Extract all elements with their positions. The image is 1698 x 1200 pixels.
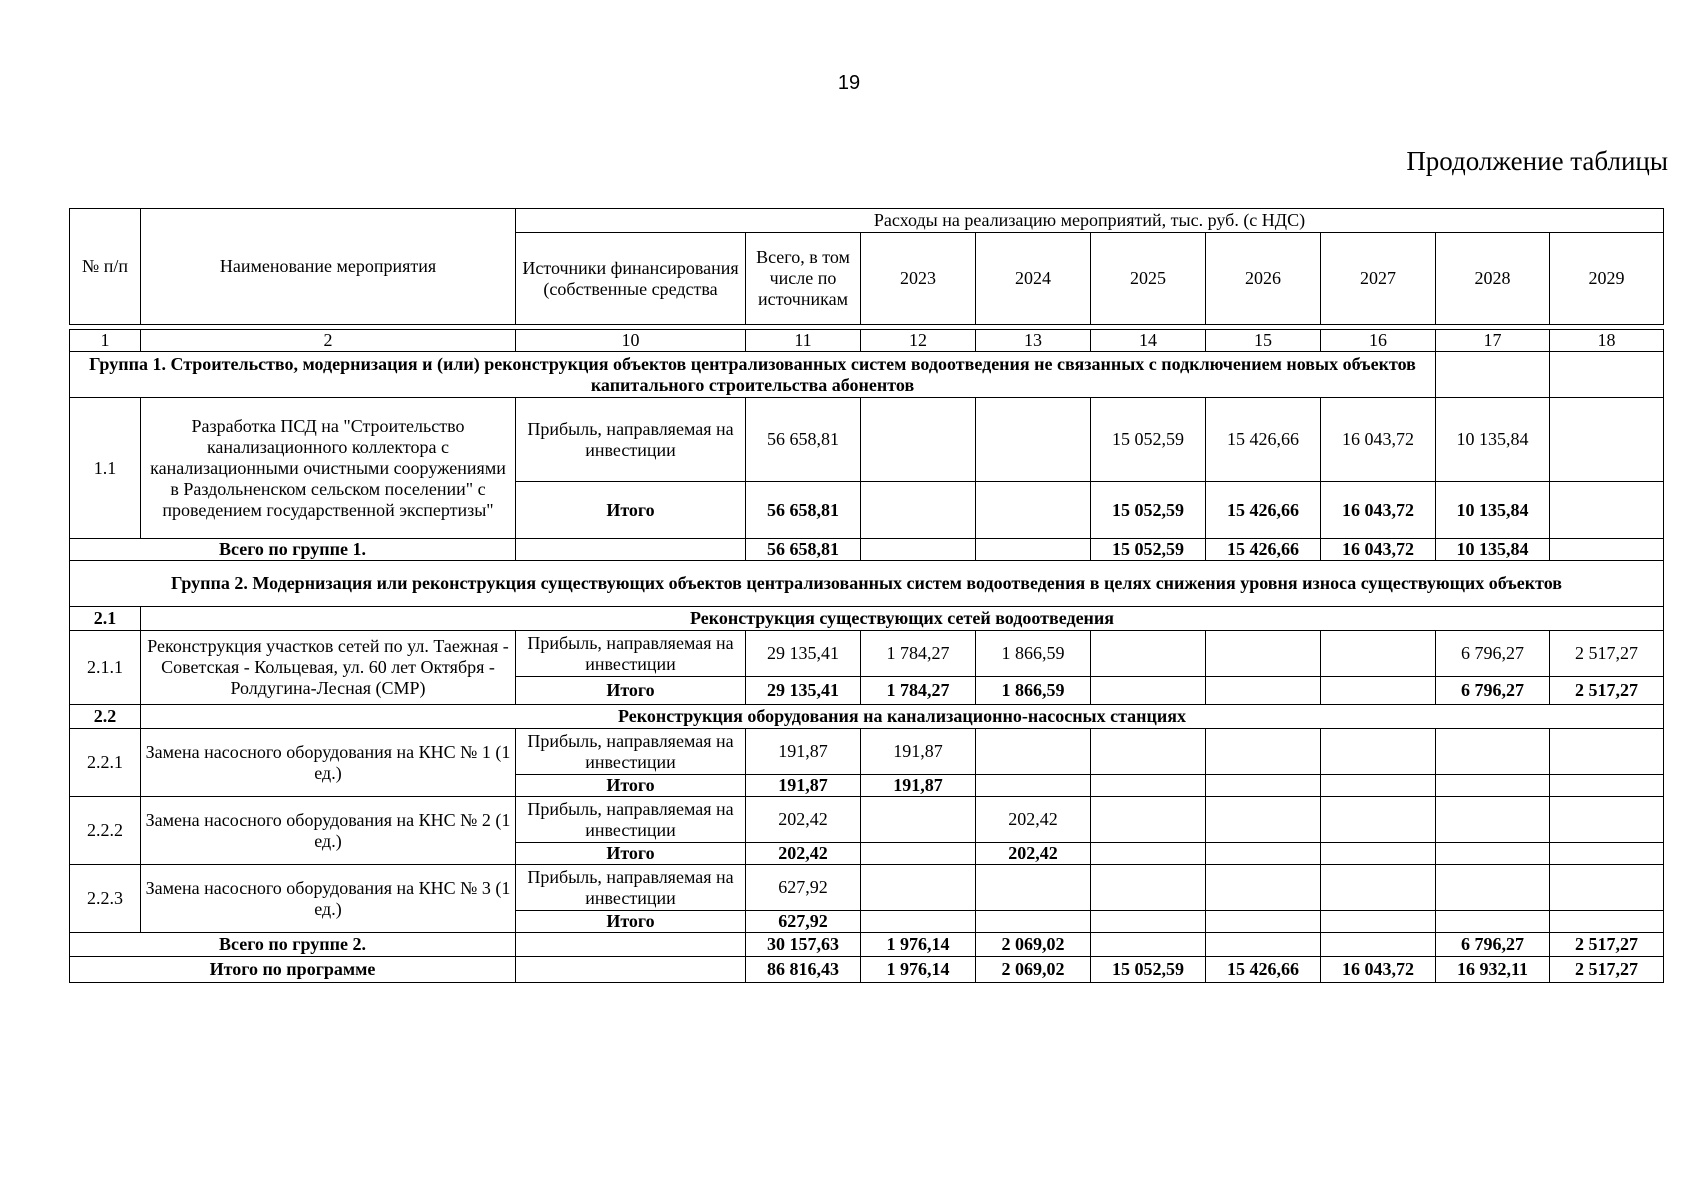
- value-cell: 56 658,81: [746, 398, 861, 482]
- value-cell: [1550, 729, 1664, 775]
- group-1-sum-row: [70, 539, 1664, 561]
- sum-cell: 6 796,27: [1436, 933, 1550, 957]
- value-cell: 627,92: [746, 865, 861, 911]
- value-cell: [1436, 797, 1550, 843]
- total-cell: 56 658,81: [746, 482, 861, 539]
- sum-cell: [861, 539, 976, 561]
- value-cell: 10 135,84: [1436, 398, 1550, 482]
- total-label: Итого: [516, 775, 746, 797]
- col-number: 18: [1550, 330, 1664, 352]
- value-cell: 191,87: [746, 729, 861, 775]
- value-cell: [1436, 729, 1550, 775]
- col-number: 16: [1321, 330, 1436, 352]
- group-2-title-row: [70, 561, 1664, 607]
- value-cell: [861, 797, 976, 843]
- value-cell: 29 135,41: [746, 631, 861, 677]
- col-number: 14: [1091, 330, 1206, 352]
- total-cell: [1206, 775, 1321, 797]
- total-cell: [1436, 911, 1550, 933]
- funding-source: Прибыль, направляемая на инвестиции: [516, 398, 746, 482]
- value-cell: [1091, 797, 1206, 843]
- group-2-sum-label: Всего по группе 2.: [70, 933, 516, 957]
- value-cell: [1321, 729, 1436, 775]
- value-cell: [1321, 797, 1436, 843]
- value-cell: [976, 865, 1091, 911]
- funding-source: Прибыль, направляемая на инвестиции: [516, 631, 746, 677]
- col-number: 1: [70, 330, 141, 352]
- value-cell: 202,42: [976, 797, 1091, 843]
- group-1-sum-label: Всего по группе 1.: [70, 539, 516, 561]
- value-cell: 15 426,66: [1206, 398, 1321, 482]
- continuation-label: Продолжение таблицы: [1406, 146, 1668, 176]
- total-cell: [1321, 677, 1436, 705]
- subgroup-2-1-row: [70, 607, 1664, 631]
- item-name: Разработка ПСД на "Строительство канализационного коллектора с канализационными очистными сооружениями в Раздольненском сельском поселении" с проведением государственной экспертизы": [141, 398, 516, 539]
- sum-cell: [1206, 933, 1321, 957]
- sum-cell: 10 135,84: [1436, 539, 1550, 561]
- value-cell: [1550, 865, 1664, 911]
- total-cell: [1206, 911, 1321, 933]
- value-cell: 6 796,27: [1436, 631, 1550, 677]
- total-cell: [1550, 482, 1664, 539]
- value-cell: [1321, 865, 1436, 911]
- item-number: 2.2.2: [70, 797, 141, 865]
- total-cell: 1 866,59: [976, 677, 1091, 705]
- total-cell: [1436, 775, 1550, 797]
- col-number: 17: [1436, 330, 1550, 352]
- header-expenses: Расходы на реализацию мероприятий, тыс. руб. (с НДС): [516, 209, 1664, 233]
- program-total-cell: 1 976,14: [861, 957, 976, 983]
- header-year: 2024: [976, 233, 1091, 325]
- total-cell: [1321, 911, 1436, 933]
- item-number: 2.2.1: [70, 729, 141, 797]
- total-cell: 627,92: [746, 911, 861, 933]
- empty-cell: [1436, 352, 1550, 398]
- item-2-2-1-row: [70, 729, 1664, 775]
- sum-cell: 30 157,63: [746, 933, 861, 957]
- item-number: 2.1.1: [70, 631, 141, 705]
- sum-cell: [976, 539, 1091, 561]
- program-total-cell: 86 816,43: [746, 957, 861, 983]
- sum-cell: 56 658,81: [746, 539, 861, 561]
- value-cell: [1091, 729, 1206, 775]
- sum-cell: 16 043,72: [1321, 539, 1436, 561]
- total-label: Итого: [516, 482, 746, 539]
- program-total-cell: 2 069,02: [976, 957, 1091, 983]
- item-2-2-3-row: [70, 865, 1664, 911]
- subgroup-2-2-row: [70, 705, 1664, 729]
- header-year: 2028: [1436, 233, 1550, 325]
- item-name: Замена насосного оборудования на КНС № 2 (1 ед.): [141, 797, 516, 865]
- total-cell: 202,42: [746, 843, 861, 865]
- total-cell: 15 426,66: [1206, 482, 1321, 539]
- sum-cell: [1321, 933, 1436, 957]
- total-cell: [1321, 843, 1436, 865]
- value-cell: 16 043,72: [1321, 398, 1436, 482]
- total-cell: [1436, 843, 1550, 865]
- total-cell: 202,42: [976, 843, 1091, 865]
- total-cell: [1091, 911, 1206, 933]
- group-1-title: Группа 1. Строительство, модернизация и (или) реконструкция объектов централизованных систем водоотведения не связанных с подключением новых объектов капитального строительства абонентов: [70, 352, 1436, 398]
- total-label: Итого: [516, 911, 746, 933]
- group-1-title-row: [70, 352, 1664, 398]
- value-cell: 1 866,59: [976, 631, 1091, 677]
- total-cell: 10 135,84: [1436, 482, 1550, 539]
- value-cell: [1436, 865, 1550, 911]
- group-2-sum-row: [70, 933, 1664, 957]
- sum-cell: 15 426,66: [1206, 539, 1321, 561]
- item-name: Замена насосного оборудования на КНС № 1 (1 ед.): [141, 729, 516, 797]
- total-cell: [976, 482, 1091, 539]
- total-cell: 191,87: [746, 775, 861, 797]
- funding-source: Прибыль, направляемая на инвестиции: [516, 865, 746, 911]
- col-number: 13: [976, 330, 1091, 352]
- col-number: 10: [516, 330, 746, 352]
- total-cell: 16 043,72: [1321, 482, 1436, 539]
- item-name: Замена насосного оборудования на КНС № 3 (1 ед.): [141, 865, 516, 933]
- item-1-1-row: [70, 398, 1664, 482]
- total-label: Итого: [516, 677, 746, 705]
- total-cell: [1550, 775, 1664, 797]
- value-cell: [861, 865, 976, 911]
- item-2-1-1-row: [70, 631, 1664, 677]
- value-cell: [1091, 865, 1206, 911]
- total-cell: 15 052,59: [1091, 482, 1206, 539]
- header-year: 2023: [861, 233, 976, 325]
- total-cell: [1550, 843, 1664, 865]
- header-sources: Источники финансирования (собственные средства: [516, 233, 746, 325]
- total-cell: 191,87: [861, 775, 976, 797]
- subgroup-title: Реконструкция существующих сетей водоотведения: [141, 607, 1664, 631]
- header-year: 2026: [1206, 233, 1321, 325]
- total-cell: [1091, 677, 1206, 705]
- header-total: Всего, в том числе по источникам: [746, 233, 861, 325]
- sum-cell: [1550, 539, 1664, 561]
- program-total-cell: 16 043,72: [1321, 957, 1436, 983]
- col-number: 12: [861, 330, 976, 352]
- subgroup-number: 2.1: [70, 607, 141, 631]
- program-total-cell: 16 932,11: [1436, 957, 1550, 983]
- value-cell: 1 784,27: [861, 631, 976, 677]
- header-row-1: [70, 209, 1664, 233]
- sum-cell: 1 976,14: [861, 933, 976, 957]
- total-cell: 6 796,27: [1436, 677, 1550, 705]
- program-total-cell: 15 052,59: [1091, 957, 1206, 983]
- total-cell: [1206, 677, 1321, 705]
- total-cell: [861, 911, 976, 933]
- column-number-row: [70, 330, 1664, 352]
- program-total-cell: 15 426,66: [1206, 957, 1321, 983]
- total-cell: 29 135,41: [746, 677, 861, 705]
- value-cell: [861, 398, 976, 482]
- header-no: № п/п: [70, 209, 141, 325]
- value-cell: 2 517,27: [1550, 631, 1664, 677]
- item-name: Реконструкция участков сетей по ул. Таежная - Советская - Кольцевая, ул. 60 лет Октября - Ролдугина-Лесная (СМР): [141, 631, 516, 705]
- total-cell: [1321, 775, 1436, 797]
- sum-cell: [1091, 933, 1206, 957]
- col-number: 2: [141, 330, 516, 352]
- subgroup-title: Реконструкция оборудования на канализационно-насосных станциях: [141, 705, 1664, 729]
- value-cell: 15 052,59: [1091, 398, 1206, 482]
- value-cell: [1206, 865, 1321, 911]
- sum-cell: 2 517,27: [1550, 933, 1664, 957]
- value-cell: [1550, 797, 1664, 843]
- page-number: 19: [837, 72, 861, 94]
- total-cell: [861, 843, 976, 865]
- total-cell: [1206, 843, 1321, 865]
- value-cell: [1550, 398, 1664, 482]
- item-2-2-2-row: [70, 797, 1664, 843]
- total-label: Итого: [516, 843, 746, 865]
- value-cell: [1206, 797, 1321, 843]
- empty-cell: [516, 933, 746, 957]
- total-cell: [861, 482, 976, 539]
- value-cell: [976, 398, 1091, 482]
- header-name: Наименование мероприятия: [141, 209, 516, 325]
- value-cell: [1091, 631, 1206, 677]
- item-number: 1.1: [70, 398, 141, 539]
- group-2-title: Группа 2. Модернизация или реконструкция существующих объектов централизованных систем водоотведения в целях снижения уровня износа существующих объектов: [70, 561, 1664, 607]
- value-cell: [1206, 631, 1321, 677]
- total-cell: [1091, 843, 1206, 865]
- value-cell: [976, 729, 1091, 775]
- sum-cell: 2 069,02: [976, 933, 1091, 957]
- total-cell: [1091, 775, 1206, 797]
- header-year: 2029: [1550, 233, 1664, 325]
- sum-cell: 15 052,59: [1091, 539, 1206, 561]
- value-cell: 191,87: [861, 729, 976, 775]
- value-cell: [1206, 729, 1321, 775]
- header-year: 2025: [1091, 233, 1206, 325]
- funding-source: Прибыль, направляемая на инвестиции: [516, 797, 746, 843]
- investment-table: [69, 208, 1664, 983]
- empty-cell: [516, 957, 746, 983]
- col-number: 15: [1206, 330, 1321, 352]
- header-year: 2027: [1321, 233, 1436, 325]
- program-total-cell: 2 517,27: [1550, 957, 1664, 983]
- empty-cell: [1550, 352, 1664, 398]
- funding-source: Прибыль, направляемая на инвестиции: [516, 729, 746, 775]
- total-cell: [976, 911, 1091, 933]
- program-total-label: Итого по программе: [70, 957, 516, 983]
- item-number: 2.2.3: [70, 865, 141, 933]
- program-total-row: [70, 957, 1664, 983]
- total-cell: 2 517,27: [1550, 677, 1664, 705]
- total-cell: [1550, 911, 1664, 933]
- total-cell: [976, 775, 1091, 797]
- total-cell: 1 784,27: [861, 677, 976, 705]
- value-cell: [1321, 631, 1436, 677]
- empty-cell: [516, 539, 746, 561]
- value-cell: 202,42: [746, 797, 861, 843]
- col-number: 11: [746, 330, 861, 352]
- subgroup-number: 2.2: [70, 705, 141, 729]
